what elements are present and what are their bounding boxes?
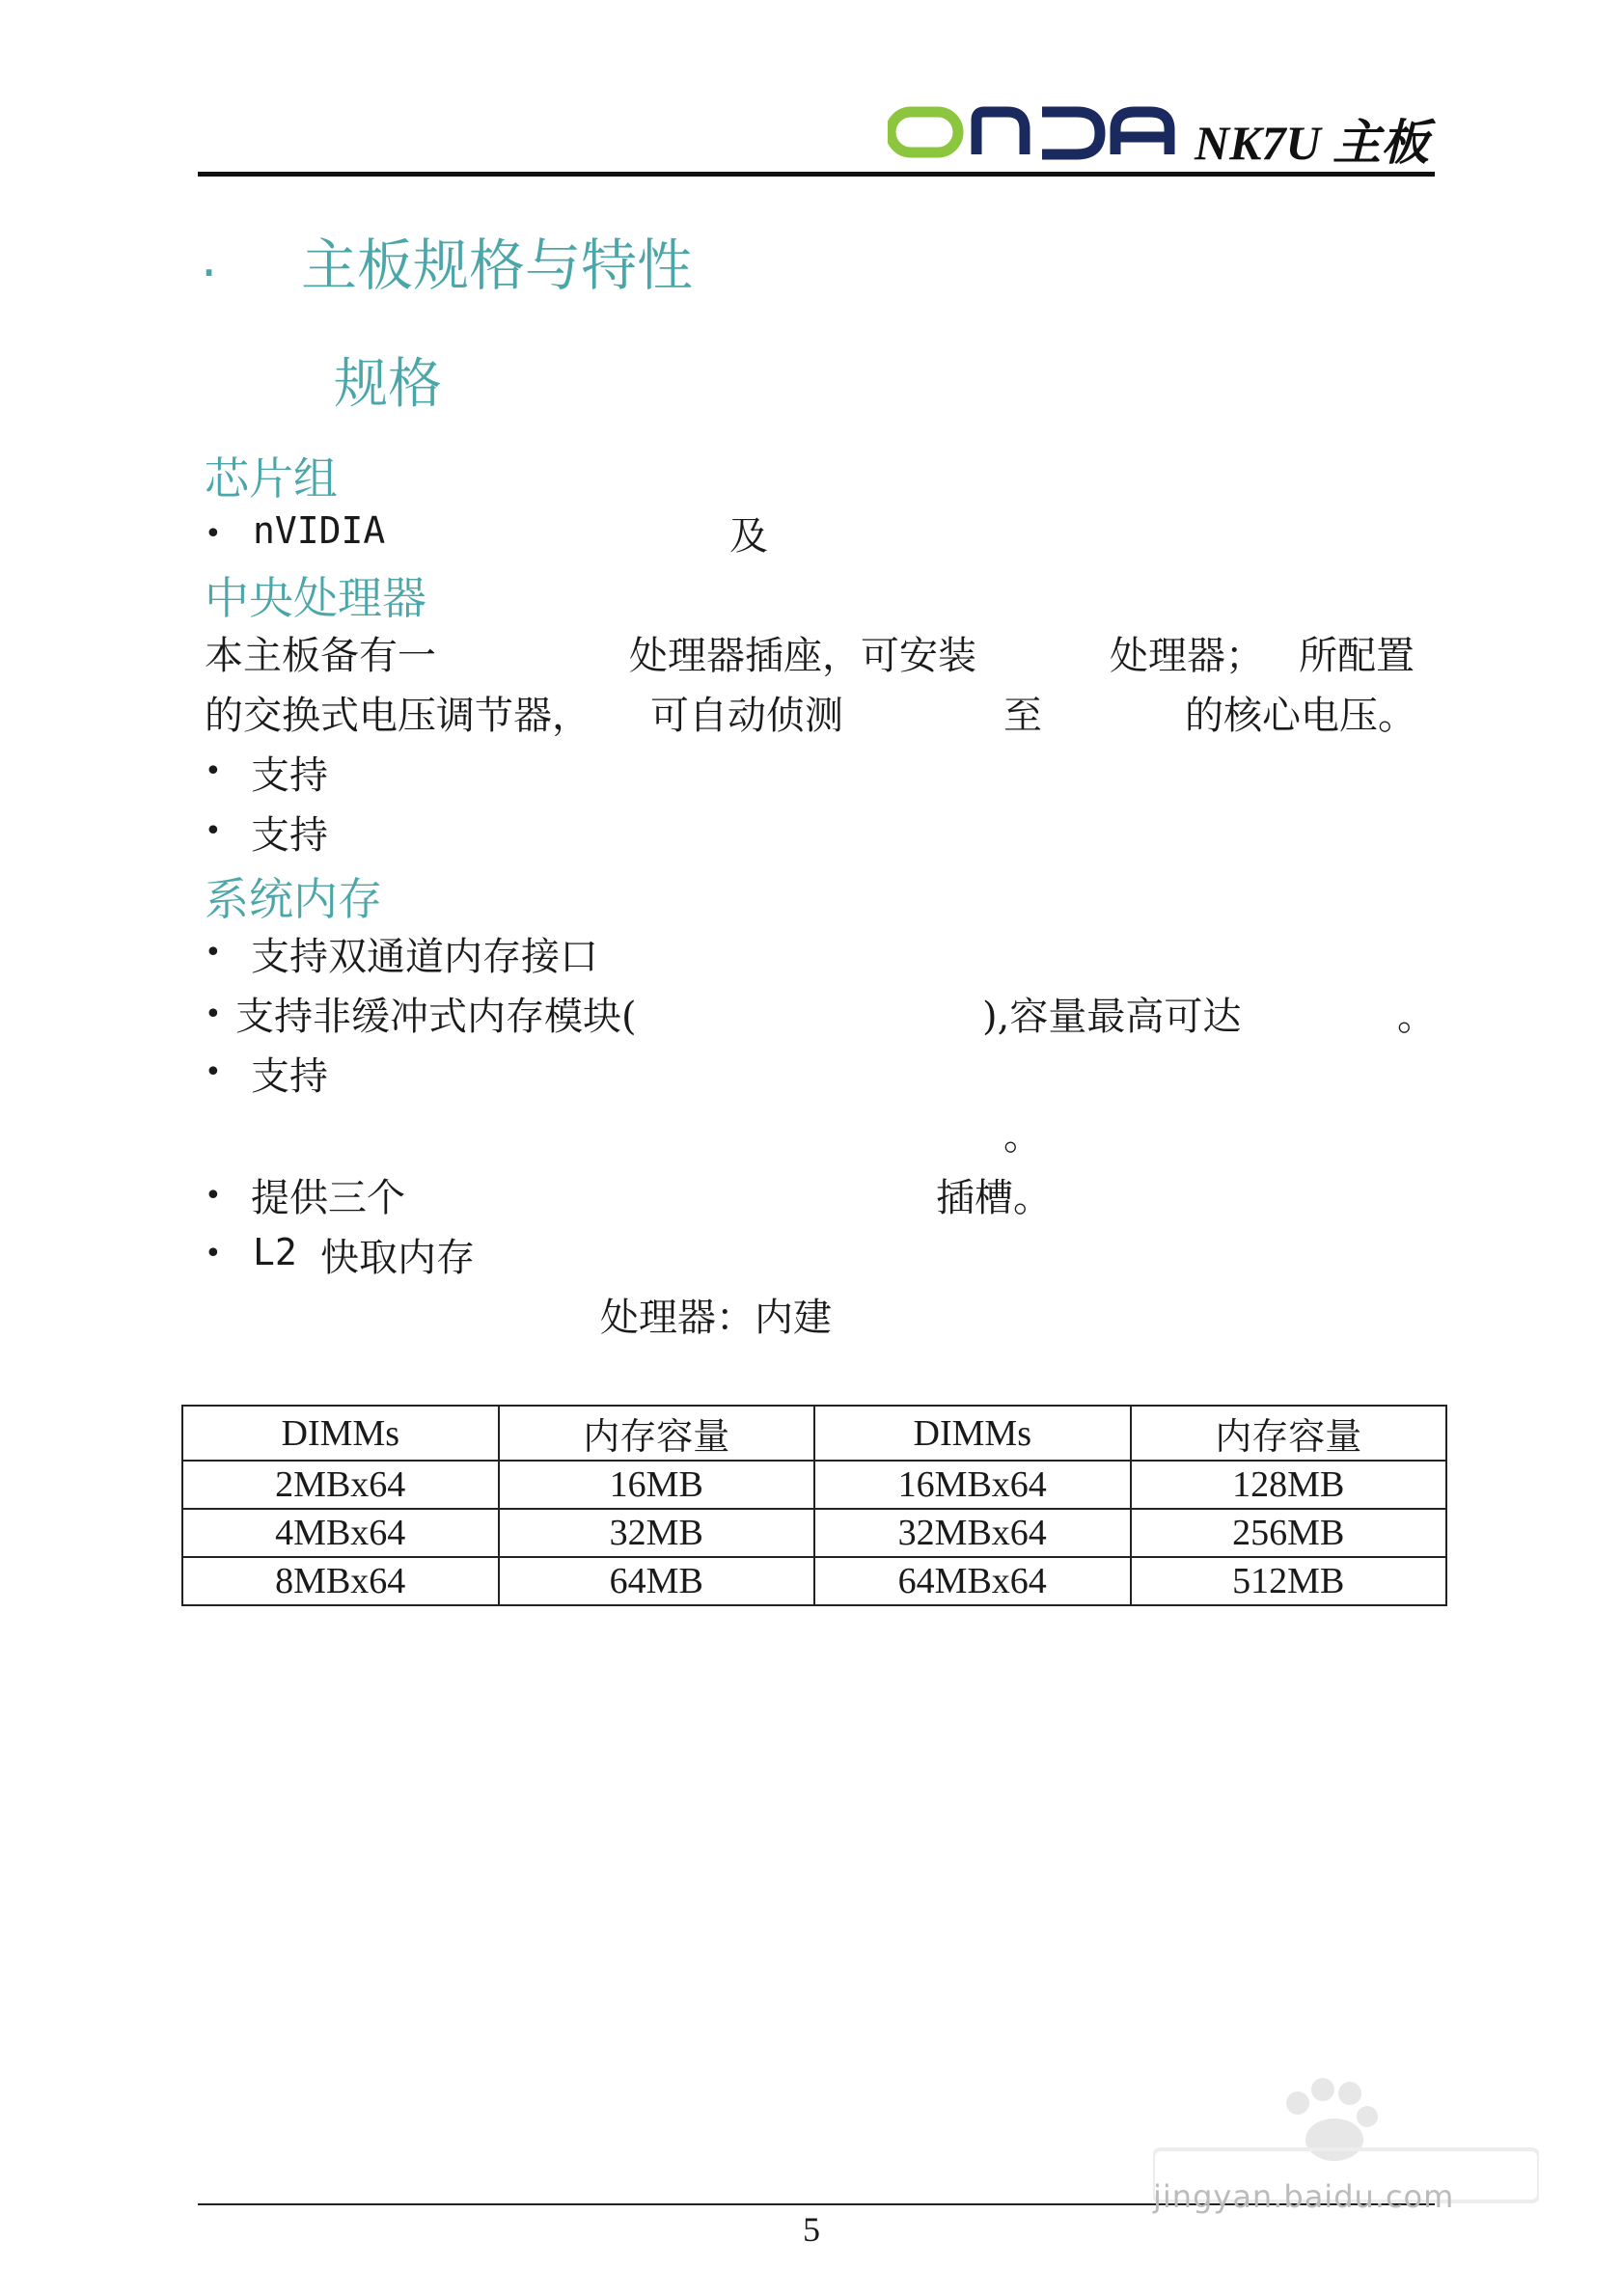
memory-item: 。 [1397, 995, 1436, 1039]
chipset-vendor: nVIDIA [253, 509, 386, 552]
memory-item: 处理器：内建 [600, 1296, 832, 1340]
table-cell: 64MB [499, 1557, 815, 1605]
header-title: NK7U 主板 [1195, 116, 1430, 170]
cpu-text: 本主板备有一 [205, 634, 436, 678]
watermark-url: jingyan.baidu.com [1153, 2178, 1455, 2215]
table-header: DIMMs [814, 1406, 1131, 1461]
subsection-title: 规格 [334, 353, 442, 416]
cpu-text: 至 [1003, 694, 1042, 738]
memory-capacity-table [181, 1405, 1447, 1606]
table-header: DIMMs [182, 1406, 499, 1461]
bullet-dot: • [205, 1179, 222, 1213]
table-header: 内存容量 [499, 1406, 815, 1461]
memory-item: 支持双通道内存接口 [251, 935, 598, 979]
header-rule [198, 172, 1435, 177]
table-row [182, 1461, 1446, 1509]
cpu-support: 支持 [251, 753, 328, 798]
table-cell: 8MBx64 [182, 1557, 499, 1605]
page-number: 5 [803, 2210, 820, 2249]
memory-item: 。 [1003, 1114, 1042, 1159]
bullet-dot: • [205, 936, 222, 970]
memory-item: 快取内存 [320, 1236, 475, 1280]
table-cell: 16MBx64 [814, 1461, 1131, 1509]
memory-item: ),容量最高可达 [982, 995, 1242, 1039]
cpu-text: 的核心电压。 [1185, 694, 1416, 738]
memory-item: 支持 [251, 1054, 328, 1099]
cpu-text: 所配置 [1299, 634, 1415, 678]
table-header: 内存容量 [1131, 1406, 1447, 1461]
cpu-text: 处理器插座，可安装 [629, 634, 976, 678]
section-title: 主板规格与特性 [301, 232, 694, 298]
table-cell: 2MBx64 [182, 1461, 499, 1509]
bullet-dot: • [205, 517, 222, 551]
table-row [182, 1509, 1446, 1557]
bullet-dot: • [205, 814, 222, 848]
cpu-text: 处理器； [1110, 634, 1264, 678]
section-number: . [201, 228, 218, 288]
chipset-and: 及 [729, 514, 768, 559]
table-cell: 64MBx64 [814, 1557, 1131, 1605]
chipset-heading: 芯片组 [205, 452, 338, 505]
table-header-row [182, 1406, 1446, 1461]
cpu-text: 可自动侦测 [650, 694, 843, 738]
table-cell: 32MB [499, 1509, 815, 1557]
table-cell: 32MBx64 [814, 1509, 1131, 1557]
memory-heading: 系统内存 [205, 873, 382, 925]
table-cell: 128MB [1131, 1461, 1447, 1509]
table-row [182, 1557, 1446, 1605]
table-cell: 256MB [1131, 1509, 1447, 1557]
table-cell: 4MBx64 [182, 1509, 499, 1557]
cpu-support: 支持 [251, 813, 328, 858]
bullet-dot: • [205, 1055, 222, 1089]
onda-logo [888, 106, 1177, 160]
bullet-dot: • [205, 1237, 222, 1271]
memory-item: 插槽。 [936, 1176, 1052, 1220]
bullet-dot: • [205, 754, 222, 788]
cpu-heading: 中央处理器 [205, 572, 426, 624]
table-cell: 512MB [1131, 1557, 1447, 1605]
memory-item: 提供三个 [251, 1176, 405, 1220]
memory-item: 支持非缓冲式内存模块( [235, 995, 637, 1039]
table-cell: 16MB [499, 1461, 815, 1509]
bullet-dot: • [205, 998, 222, 1031]
memory-item: L2 [253, 1231, 297, 1273]
cpu-text: 的交换式电压调节器， [205, 694, 591, 738]
